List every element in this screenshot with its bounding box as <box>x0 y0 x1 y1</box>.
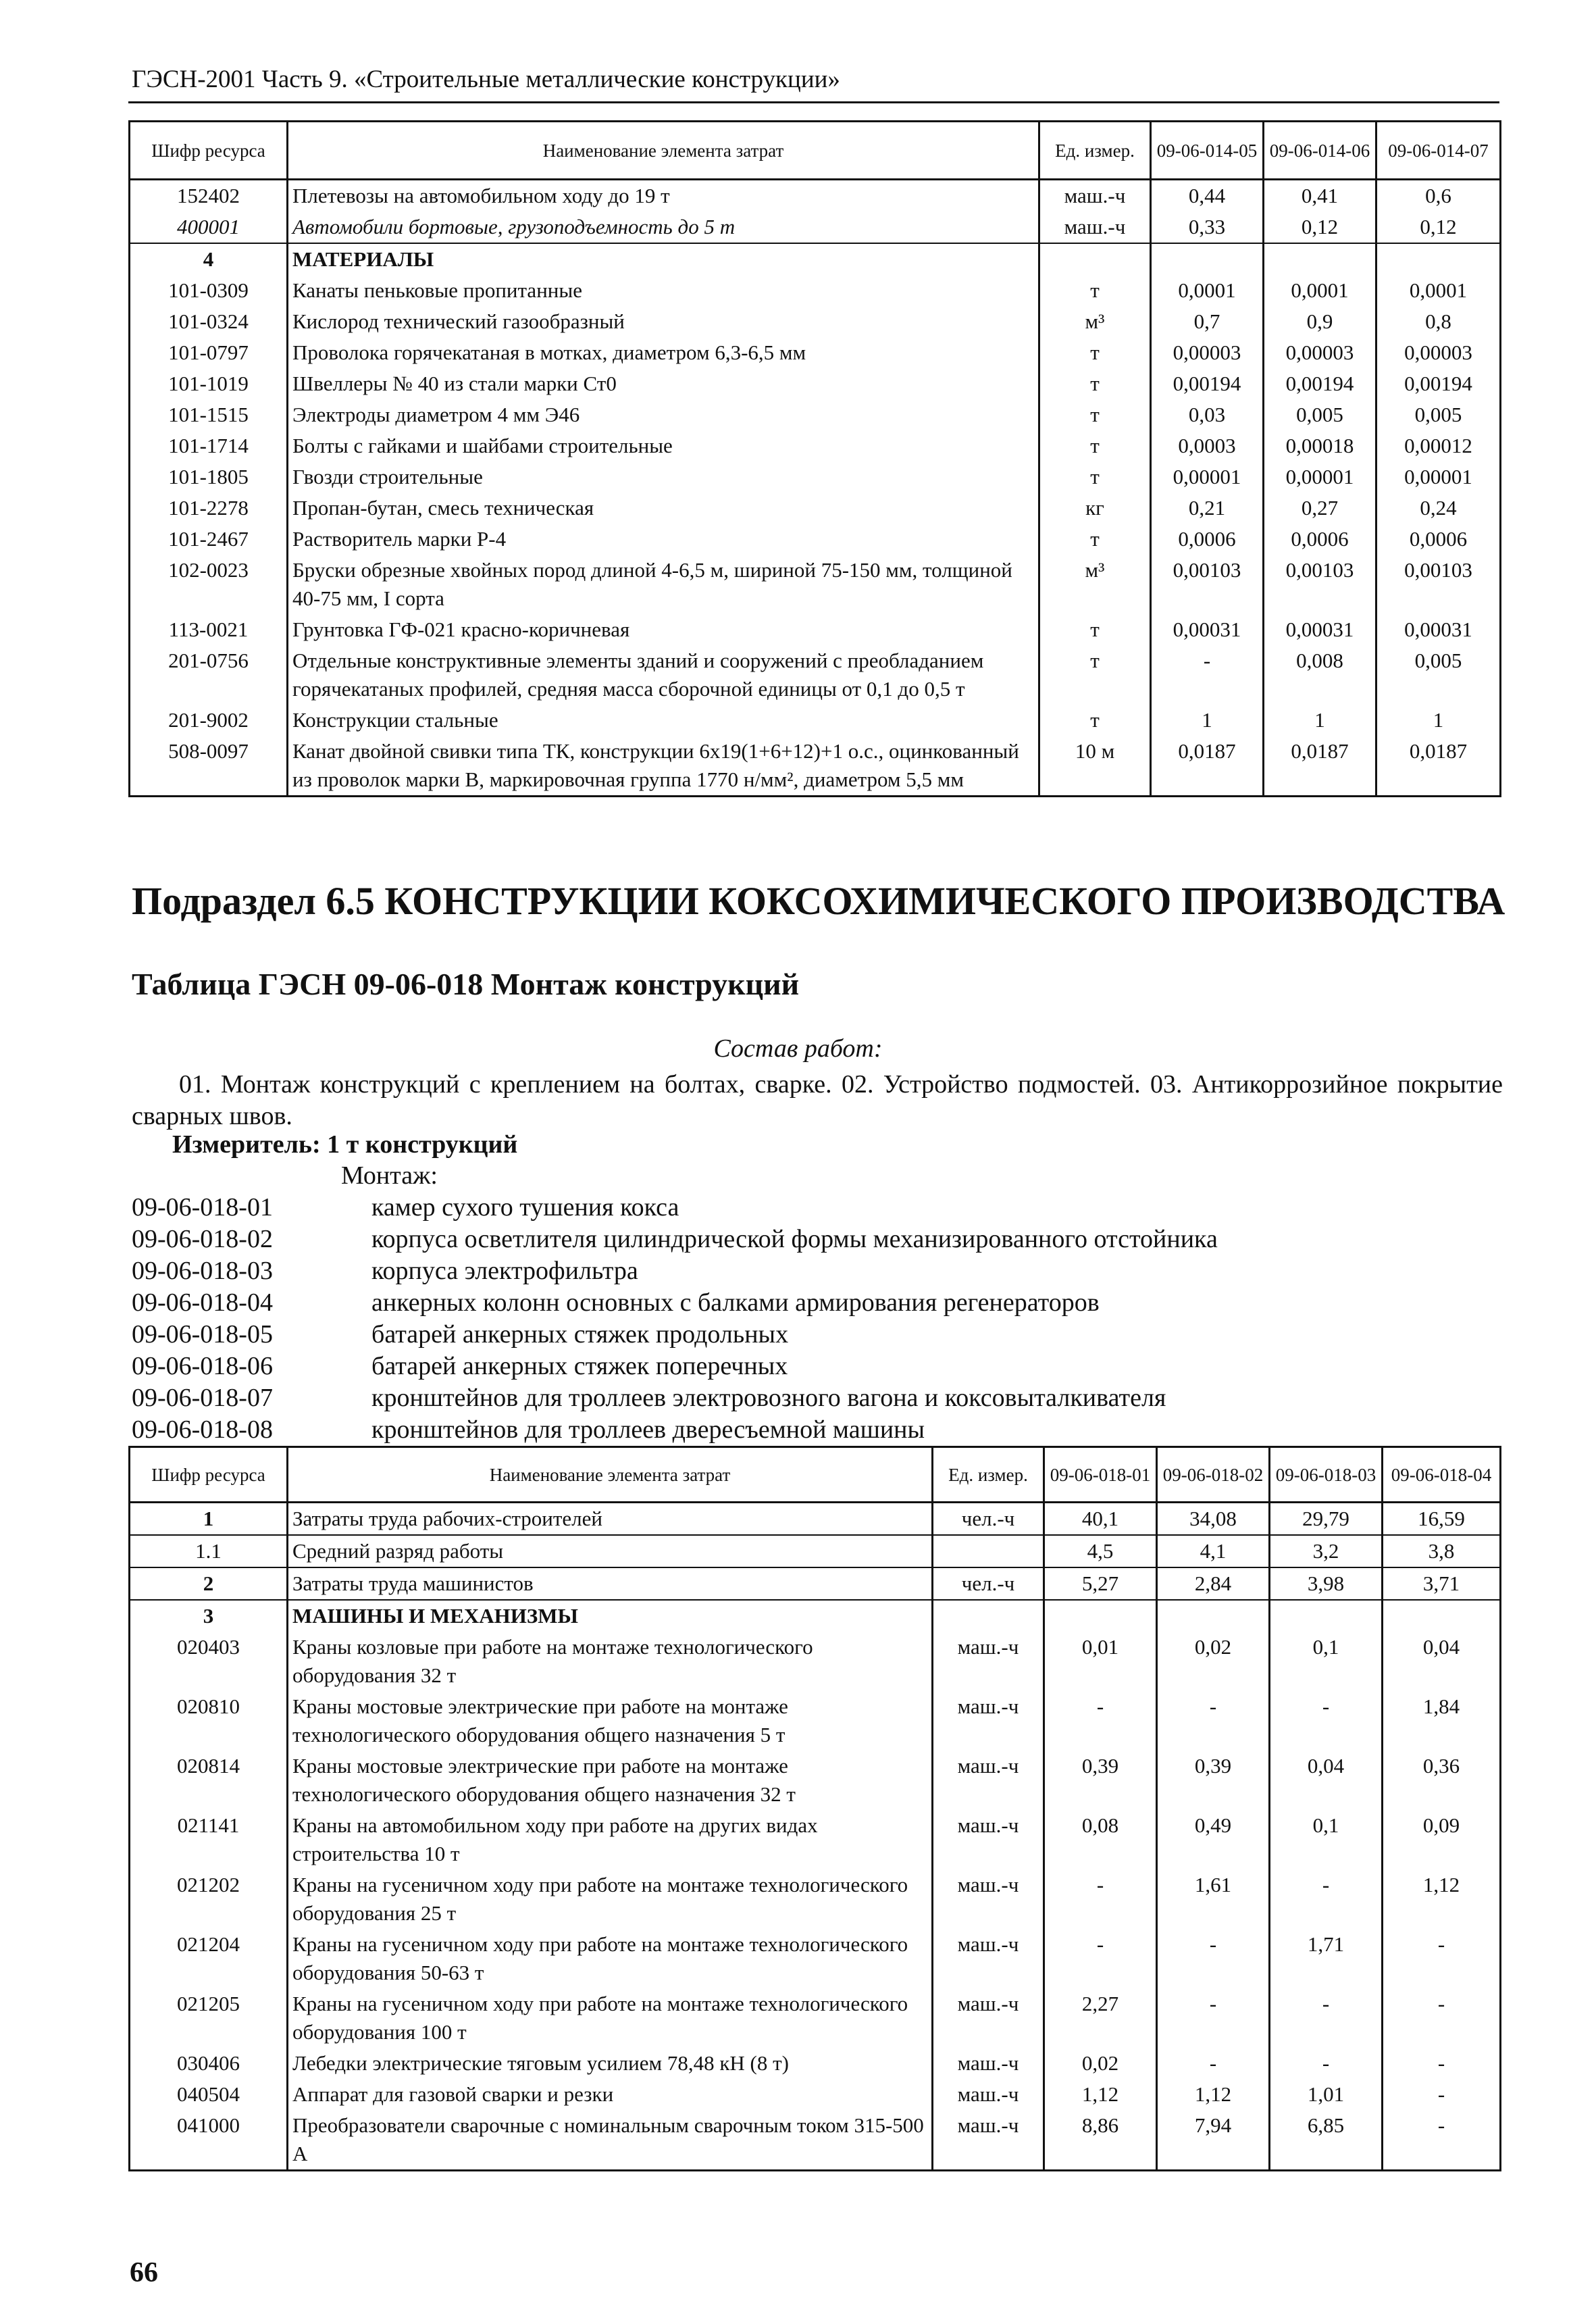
table-section-row <box>130 1600 1501 1632</box>
table-row <box>130 614 1501 645</box>
row-value: 3,2 <box>1270 1535 1383 1567</box>
row-code: 101-1714 <box>130 430 288 461</box>
table-row <box>130 493 1501 524</box>
row-value: 0,005 <box>1376 645 1501 705</box>
row-value: 8,86 <box>1044 2110 1157 2171</box>
header-col-018-01: 09-06-018-01 <box>1044 1447 1157 1503</box>
row-value: 0,12 <box>1376 211 1501 243</box>
row-value: - <box>1270 2048 1383 2079</box>
section-code: 4 <box>130 243 288 275</box>
row-unit: маш.-ч <box>933 1751 1044 1810</box>
row-unit: маш.-ч <box>933 2110 1044 2171</box>
row-name: Электроды диаметром 4 мм Э46 <box>288 399 1039 430</box>
row-unit: маш.-ч <box>933 2079 1044 2110</box>
row-code: 101-1515 <box>130 399 288 430</box>
row-unit: маш.-ч <box>933 1691 1044 1751</box>
row-name: Затраты труда рабочих-строителей <box>288 1503 933 1536</box>
works-description: 01. Монтаж конструкций с креплением на болтах, сварке. 02. Устройство подмостей. 03. Антикоррозийное покрытие сварных швов. <box>132 1070 1503 1130</box>
resource-table-018 <box>128 1446 1501 2171</box>
row-code: 101-1805 <box>130 461 288 493</box>
row-value: 0,0187 <box>1376 736 1501 797</box>
row-value: 0,00031 <box>1264 614 1376 645</box>
row-value: 0,00003 <box>1264 337 1376 368</box>
row-name: Краны мостовые электрические при работе на монтаже технологического оборудования общего назначения 32 т <box>288 1751 933 1810</box>
works-heading: Состав работ: <box>713 1034 883 1063</box>
row-value: - <box>1383 1929 1501 1988</box>
row-value: 0,0006 <box>1376 524 1501 555</box>
header-cost-element: Наименование элемента затрат <box>288 122 1039 180</box>
row-name: Гвозди строительные <box>288 461 1039 493</box>
row-value: 1,71 <box>1270 1929 1383 1988</box>
row-value: 4,1 <box>1157 1535 1270 1567</box>
row-code: 102-0023 <box>130 555 288 614</box>
row-value: 0,44 <box>1151 180 1264 212</box>
table-row <box>130 399 1501 430</box>
row-value: 0,41 <box>1264 180 1376 212</box>
table-row <box>130 1535 1501 1567</box>
variant-code: 09-06-018-02 <box>132 1225 273 1253</box>
row-value: 0,24 <box>1376 493 1501 524</box>
row-name: Бруски обрезные хвойных пород длиной 4-6,5 м, шириной 75-150 мм, толщиной 40-75 мм, I сорта <box>288 555 1039 614</box>
row-name: Аппарат для газовой сварки и резки <box>288 2079 933 2110</box>
row-code: 201-9002 <box>130 705 288 736</box>
row-name: Краны на автомобильном ходу при работе на других видах строительства 10 т <box>288 1810 933 1869</box>
row-value: 0,0001 <box>1151 275 1264 306</box>
table-row <box>130 180 1501 212</box>
row-value: - <box>1270 1691 1383 1751</box>
row-value: 3,8 <box>1383 1535 1501 1567</box>
row-value: - <box>1383 1988 1501 2048</box>
row-name: Швеллеры № 40 из стали марки Ст0 <box>288 368 1039 399</box>
row-value: 16,59 <box>1383 1503 1501 1536</box>
row-value: - <box>1270 1869 1383 1929</box>
work-subgroup: Монтаж: <box>341 1161 438 1190</box>
row-unit: маш.-ч <box>933 1988 1044 2048</box>
row-code: 1 <box>130 1503 288 1536</box>
row-value: 0,03 <box>1151 399 1264 430</box>
row-code: 101-0797 <box>130 337 288 368</box>
variant-code: 09-06-018-05 <box>132 1320 273 1349</box>
row-value: 0,00031 <box>1151 614 1264 645</box>
row-value: - <box>1044 1691 1157 1751</box>
row-value: 0,00012 <box>1376 430 1501 461</box>
row-value: 0,008 <box>1264 645 1376 705</box>
row-unit <box>933 1535 1044 1567</box>
row-code: 101-2467 <box>130 524 288 555</box>
row-value: 0,00103 <box>1151 555 1264 614</box>
row-code: 020403 <box>130 1632 288 1691</box>
header-col-018-02: 09-06-018-02 <box>1157 1447 1270 1503</box>
row-value: - <box>1157 1988 1270 2048</box>
header-resource-code: Шифр ресурса <box>130 1447 288 1503</box>
row-value: 0,04 <box>1270 1751 1383 1810</box>
row-value: 3,98 <box>1270 1567 1383 1600</box>
row-value: 0,12 <box>1264 211 1376 243</box>
row-name: Краны на гусеничном ходу при работе на монтаже технологического оборудования 25 т <box>288 1869 933 1929</box>
row-code: 508-0097 <box>130 736 288 797</box>
row-value: 0,00003 <box>1376 337 1501 368</box>
table-row <box>130 2110 1501 2171</box>
row-value: 1,61 <box>1157 1869 1270 1929</box>
row-value: 0,00194 <box>1264 368 1376 399</box>
header-col-018-04: 09-06-018-04 <box>1383 1447 1501 1503</box>
row-value: 0,005 <box>1376 399 1501 430</box>
row-name: Проволока горячекатаная в мотках, диаметром 6,3-6,5 мм <box>288 337 1039 368</box>
row-code: 040504 <box>130 2079 288 2110</box>
measure-unit: Измеритель: 1 т конструкций <box>172 1130 518 1159</box>
row-name: Краны мостовые электрические при работе на монтаже технологического оборудования общего назначения 5 т <box>288 1691 933 1751</box>
row-value: 40,1 <box>1044 1503 1157 1536</box>
table-row <box>130 705 1501 736</box>
row-unit: т <box>1039 430 1151 461</box>
header-col-014-07: 09-06-014-07 <box>1376 122 1501 180</box>
header-unit: Ед. измер. <box>1039 122 1151 180</box>
row-value: - <box>1270 1988 1383 2048</box>
header-resource-code: Шифр ресурса <box>130 122 288 180</box>
row-value: 1 <box>1376 705 1501 736</box>
row-name: Плетевозы на автомобильном ходу до 19 т <box>288 180 1039 212</box>
row-value: 0,33 <box>1151 211 1264 243</box>
table-row <box>130 430 1501 461</box>
row-unit: м³ <box>1039 555 1151 614</box>
row-name: Канаты пеньковые пропитанные <box>288 275 1039 306</box>
row-value: 0,00001 <box>1376 461 1501 493</box>
row-value: 0,39 <box>1157 1751 1270 1810</box>
row-code: 101-0324 <box>130 306 288 337</box>
row-unit: т <box>1039 614 1151 645</box>
row-name: Краны козловые при работе на монтаже технологического оборудования 32 т <box>288 1632 933 1691</box>
row-value: 0,00003 <box>1151 337 1264 368</box>
row-value: 1,84 <box>1383 1691 1501 1751</box>
row-value: 0,0001 <box>1376 275 1501 306</box>
row-unit: чел.-ч <box>933 1503 1044 1536</box>
row-value: 0,9 <box>1264 306 1376 337</box>
row-unit: маш.-ч <box>933 1929 1044 1988</box>
header-col-018-03: 09-06-018-03 <box>1270 1447 1383 1503</box>
table-row <box>130 1751 1501 1810</box>
variant-desc: анкерных колонн основных с балками армирования регенераторов <box>371 1288 1100 1317</box>
row-value: 0,49 <box>1157 1810 1270 1869</box>
table-row <box>130 211 1501 243</box>
row-value: 0,005 <box>1264 399 1376 430</box>
row-code: 021204 <box>130 1929 288 1988</box>
variant-desc: корпуса осветлителя цилиндрической формы механизированного отстойника <box>371 1225 1218 1253</box>
variant-code: 09-06-018-01 <box>132 1193 273 1222</box>
table-row <box>130 555 1501 614</box>
row-unit: т <box>1039 399 1151 430</box>
row-value: 0,0001 <box>1264 275 1376 306</box>
table-row <box>130 275 1501 306</box>
row-value: - <box>1383 2079 1501 2110</box>
row-code: 400001 <box>130 211 288 243</box>
section-title: МАШИНЫ И МЕХАНИЗМЫ <box>288 1600 933 1632</box>
row-code: 113-0021 <box>130 614 288 645</box>
row-name: Средний разряд работы <box>288 1535 933 1567</box>
row-unit: т <box>1039 645 1151 705</box>
row-value: 1,12 <box>1157 2079 1270 2110</box>
row-unit: 10 м <box>1039 736 1151 797</box>
header-col-014-05: 09-06-014-05 <box>1151 122 1264 180</box>
running-head: ГЭСН-2001 Часть 9. «Строительные металлические конструкции» <box>132 66 840 93</box>
variant-desc: батарей анкерных стяжек поперечных <box>371 1352 788 1380</box>
table-row <box>130 1988 1501 2048</box>
row-unit: т <box>1039 337 1151 368</box>
row-value: 29,79 <box>1270 1503 1383 1536</box>
table-row <box>130 1869 1501 1929</box>
resource-table-014 <box>128 120 1501 797</box>
header-rule <box>128 101 1499 103</box>
table-row <box>130 1691 1501 1751</box>
section-title: МАТЕРИАЛЫ <box>288 243 1039 275</box>
table-row <box>130 306 1501 337</box>
row-value: 4,5 <box>1044 1535 1157 1567</box>
row-unit: кг <box>1039 493 1151 524</box>
row-value: 0,04 <box>1383 1632 1501 1691</box>
row-value: 34,08 <box>1157 1503 1270 1536</box>
row-unit: маш.-ч <box>933 1869 1044 1929</box>
row-unit: т <box>1039 461 1151 493</box>
row-code: 2 <box>130 1567 288 1600</box>
row-unit: маш.-ч <box>1039 211 1151 243</box>
row-name: Краны на гусеничном ходу при работе на монтаже технологического оборудования 100 т <box>288 1988 933 2048</box>
header-col-014-06: 09-06-014-06 <box>1264 122 1376 180</box>
row-code: 020814 <box>130 1751 288 1810</box>
row-value: 0,21 <box>1151 493 1264 524</box>
row-name: Преобразователи сварочные с номинальным сварочным током 315-500 А <box>288 2110 933 2171</box>
row-unit: т <box>1039 275 1151 306</box>
table-row <box>130 1929 1501 1988</box>
row-value: 1,12 <box>1044 2079 1157 2110</box>
row-value: 2,27 <box>1044 1988 1157 2048</box>
row-value: 0,39 <box>1044 1751 1157 1810</box>
row-value: 0,0003 <box>1151 430 1264 461</box>
row-name: Грунтовка ГФ-021 красно-коричневая <box>288 614 1039 645</box>
row-value: 1 <box>1151 705 1264 736</box>
table-row <box>130 1567 1501 1600</box>
row-value: - <box>1157 1691 1270 1751</box>
row-name: Автомобили бортовые, грузоподъемность до 5 т <box>288 211 1039 243</box>
row-value: 0,01 <box>1044 1632 1157 1691</box>
row-value: 0,00031 <box>1376 614 1501 645</box>
row-value: 0,0006 <box>1151 524 1264 555</box>
variant-code: 09-06-018-04 <box>132 1288 273 1317</box>
page-number: 66 <box>130 2257 158 2288</box>
row-code: 021202 <box>130 1869 288 1929</box>
row-value: - <box>1044 1929 1157 1988</box>
row-value: 0,6 <box>1376 180 1501 212</box>
row-value: 0,00194 <box>1151 368 1264 399</box>
row-unit: маш.-ч <box>1039 180 1151 212</box>
table-row <box>130 337 1501 368</box>
row-name: Лебедки электрические тяговым усилием 78,48 кН (8 т) <box>288 2048 933 2079</box>
row-value: 0,00103 <box>1376 555 1501 614</box>
row-value: 0,36 <box>1383 1751 1501 1810</box>
table-row <box>130 645 1501 705</box>
row-code: 041000 <box>130 2110 288 2171</box>
row-value: - <box>1151 645 1264 705</box>
row-value: 0,00001 <box>1264 461 1376 493</box>
table-row <box>130 2048 1501 2079</box>
row-value: 1 <box>1264 705 1376 736</box>
variant-desc: корпуса электрофильтра <box>371 1257 638 1285</box>
row-value: 0,00018 <box>1264 430 1376 461</box>
row-name: Затраты труда машинистов <box>288 1567 933 1600</box>
row-value: - <box>1044 1869 1157 1929</box>
row-value: - <box>1157 2048 1270 2079</box>
row-name: Пропан-бутан, смесь техническая <box>288 493 1039 524</box>
row-value: 7,94 <box>1157 2110 1270 2171</box>
row-unit: чел.-ч <box>933 1567 1044 1600</box>
row-name: Канат двойной свивки типа ТК, конструкции 6х19(1+6+12)+1 о.с., оцинкованный из проволок марки В, маркировочная группа 1770 н/мм², диаметром 5,5 мм <box>288 736 1039 797</box>
row-unit: т <box>1039 524 1151 555</box>
row-code: 030406 <box>130 2048 288 2079</box>
table-row <box>130 2079 1501 2110</box>
row-value: 0,7 <box>1151 306 1264 337</box>
row-value: 0,0187 <box>1264 736 1376 797</box>
variant-desc: кронштейнов для троллеев двересъемной машины <box>371 1415 925 1444</box>
table-row <box>130 736 1501 797</box>
row-value: 0,00103 <box>1264 555 1376 614</box>
row-name: Отдельные конструктивные элементы зданий и сооружений с преобладанием горячекатаных профилей, средняя масса сборочной единицы от 0,1 до 0,5 т <box>288 645 1039 705</box>
table-row <box>130 1810 1501 1869</box>
row-name: Конструкции стальные <box>288 705 1039 736</box>
row-value: 0,00001 <box>1151 461 1264 493</box>
row-value: 0,1 <box>1270 1810 1383 1869</box>
row-name: Краны на гусеничном ходу при работе на монтаже технологического оборудования 50-63 т <box>288 1929 933 1988</box>
variant-desc: камер сухого тушения кокса <box>371 1193 679 1222</box>
section-code: 3 <box>130 1600 288 1632</box>
row-unit: т <box>1039 705 1151 736</box>
row-name: Растворитель марки Р-4 <box>288 524 1039 555</box>
table-row <box>130 1632 1501 1691</box>
subsection-title: Подраздел 6.5 КОНСТРУКЦИИ КОКСОХИМИЧЕСКОГО ПРОИЗВОДСТВА <box>132 879 1505 923</box>
row-unit: м³ <box>1039 306 1151 337</box>
header-unit: Ед. измер. <box>933 1447 1044 1503</box>
row-value: 3,71 <box>1383 1567 1501 1600</box>
table-row <box>130 524 1501 555</box>
row-code: 021141 <box>130 1810 288 1869</box>
variant-code: 09-06-018-07 <box>132 1384 273 1412</box>
row-value: 2,84 <box>1157 1567 1270 1600</box>
row-code: 201-0756 <box>130 645 288 705</box>
row-value: 0,8 <box>1376 306 1501 337</box>
row-value: 0,08 <box>1044 1810 1157 1869</box>
row-code: 101-0309 <box>130 275 288 306</box>
row-value: 0,0006 <box>1264 524 1376 555</box>
row-code: 020810 <box>130 1691 288 1751</box>
row-code: 152402 <box>130 180 288 212</box>
row-value: 0,27 <box>1264 493 1376 524</box>
variant-code: 09-06-018-06 <box>132 1352 273 1380</box>
row-unit: т <box>1039 368 1151 399</box>
row-value: - <box>1383 2110 1501 2171</box>
row-code: 101-1019 <box>130 368 288 399</box>
table-row <box>130 368 1501 399</box>
row-value: 0,00194 <box>1376 368 1501 399</box>
row-value: 5,27 <box>1044 1567 1157 1600</box>
variant-desc: батарей анкерных стяжек продольных <box>371 1320 789 1349</box>
table-title: Таблица ГЭСН 09-06-018 Монтаж конструкций <box>132 967 800 1001</box>
row-value: 0,09 <box>1383 1810 1501 1869</box>
row-value: 6,85 <box>1270 2110 1383 2171</box>
variant-code: 09-06-018-08 <box>132 1415 273 1444</box>
row-unit: маш.-ч <box>933 1810 1044 1869</box>
table-section-row <box>130 243 1501 275</box>
row-code: 021205 <box>130 1988 288 2048</box>
row-code: 1.1 <box>130 1535 288 1567</box>
row-name: Кислород технический газообразный <box>288 306 1039 337</box>
header-cost-element: Наименование элемента затрат <box>288 1447 933 1503</box>
table-row <box>130 1503 1501 1536</box>
row-unit: маш.-ч <box>933 1632 1044 1691</box>
row-name: Болты с гайками и шайбами строительные <box>288 430 1039 461</box>
row-value: - <box>1157 1929 1270 1988</box>
row-value: 0,02 <box>1157 1632 1270 1691</box>
row-code: 101-2278 <box>130 493 288 524</box>
variant-desc: кронштейнов для троллеев электровозного вагона и коксовыталкивателя <box>371 1384 1166 1412</box>
row-value: 1,01 <box>1270 2079 1383 2110</box>
row-value: 0,02 <box>1044 2048 1157 2079</box>
row-value: 0,1 <box>1270 1632 1383 1691</box>
row-unit: маш.-ч <box>933 2048 1044 2079</box>
row-value: 1,12 <box>1383 1869 1501 1929</box>
row-value: - <box>1383 2048 1501 2079</box>
row-value: 0,0187 <box>1151 736 1264 797</box>
variant-code: 09-06-018-03 <box>132 1257 273 1285</box>
table-row <box>130 461 1501 493</box>
